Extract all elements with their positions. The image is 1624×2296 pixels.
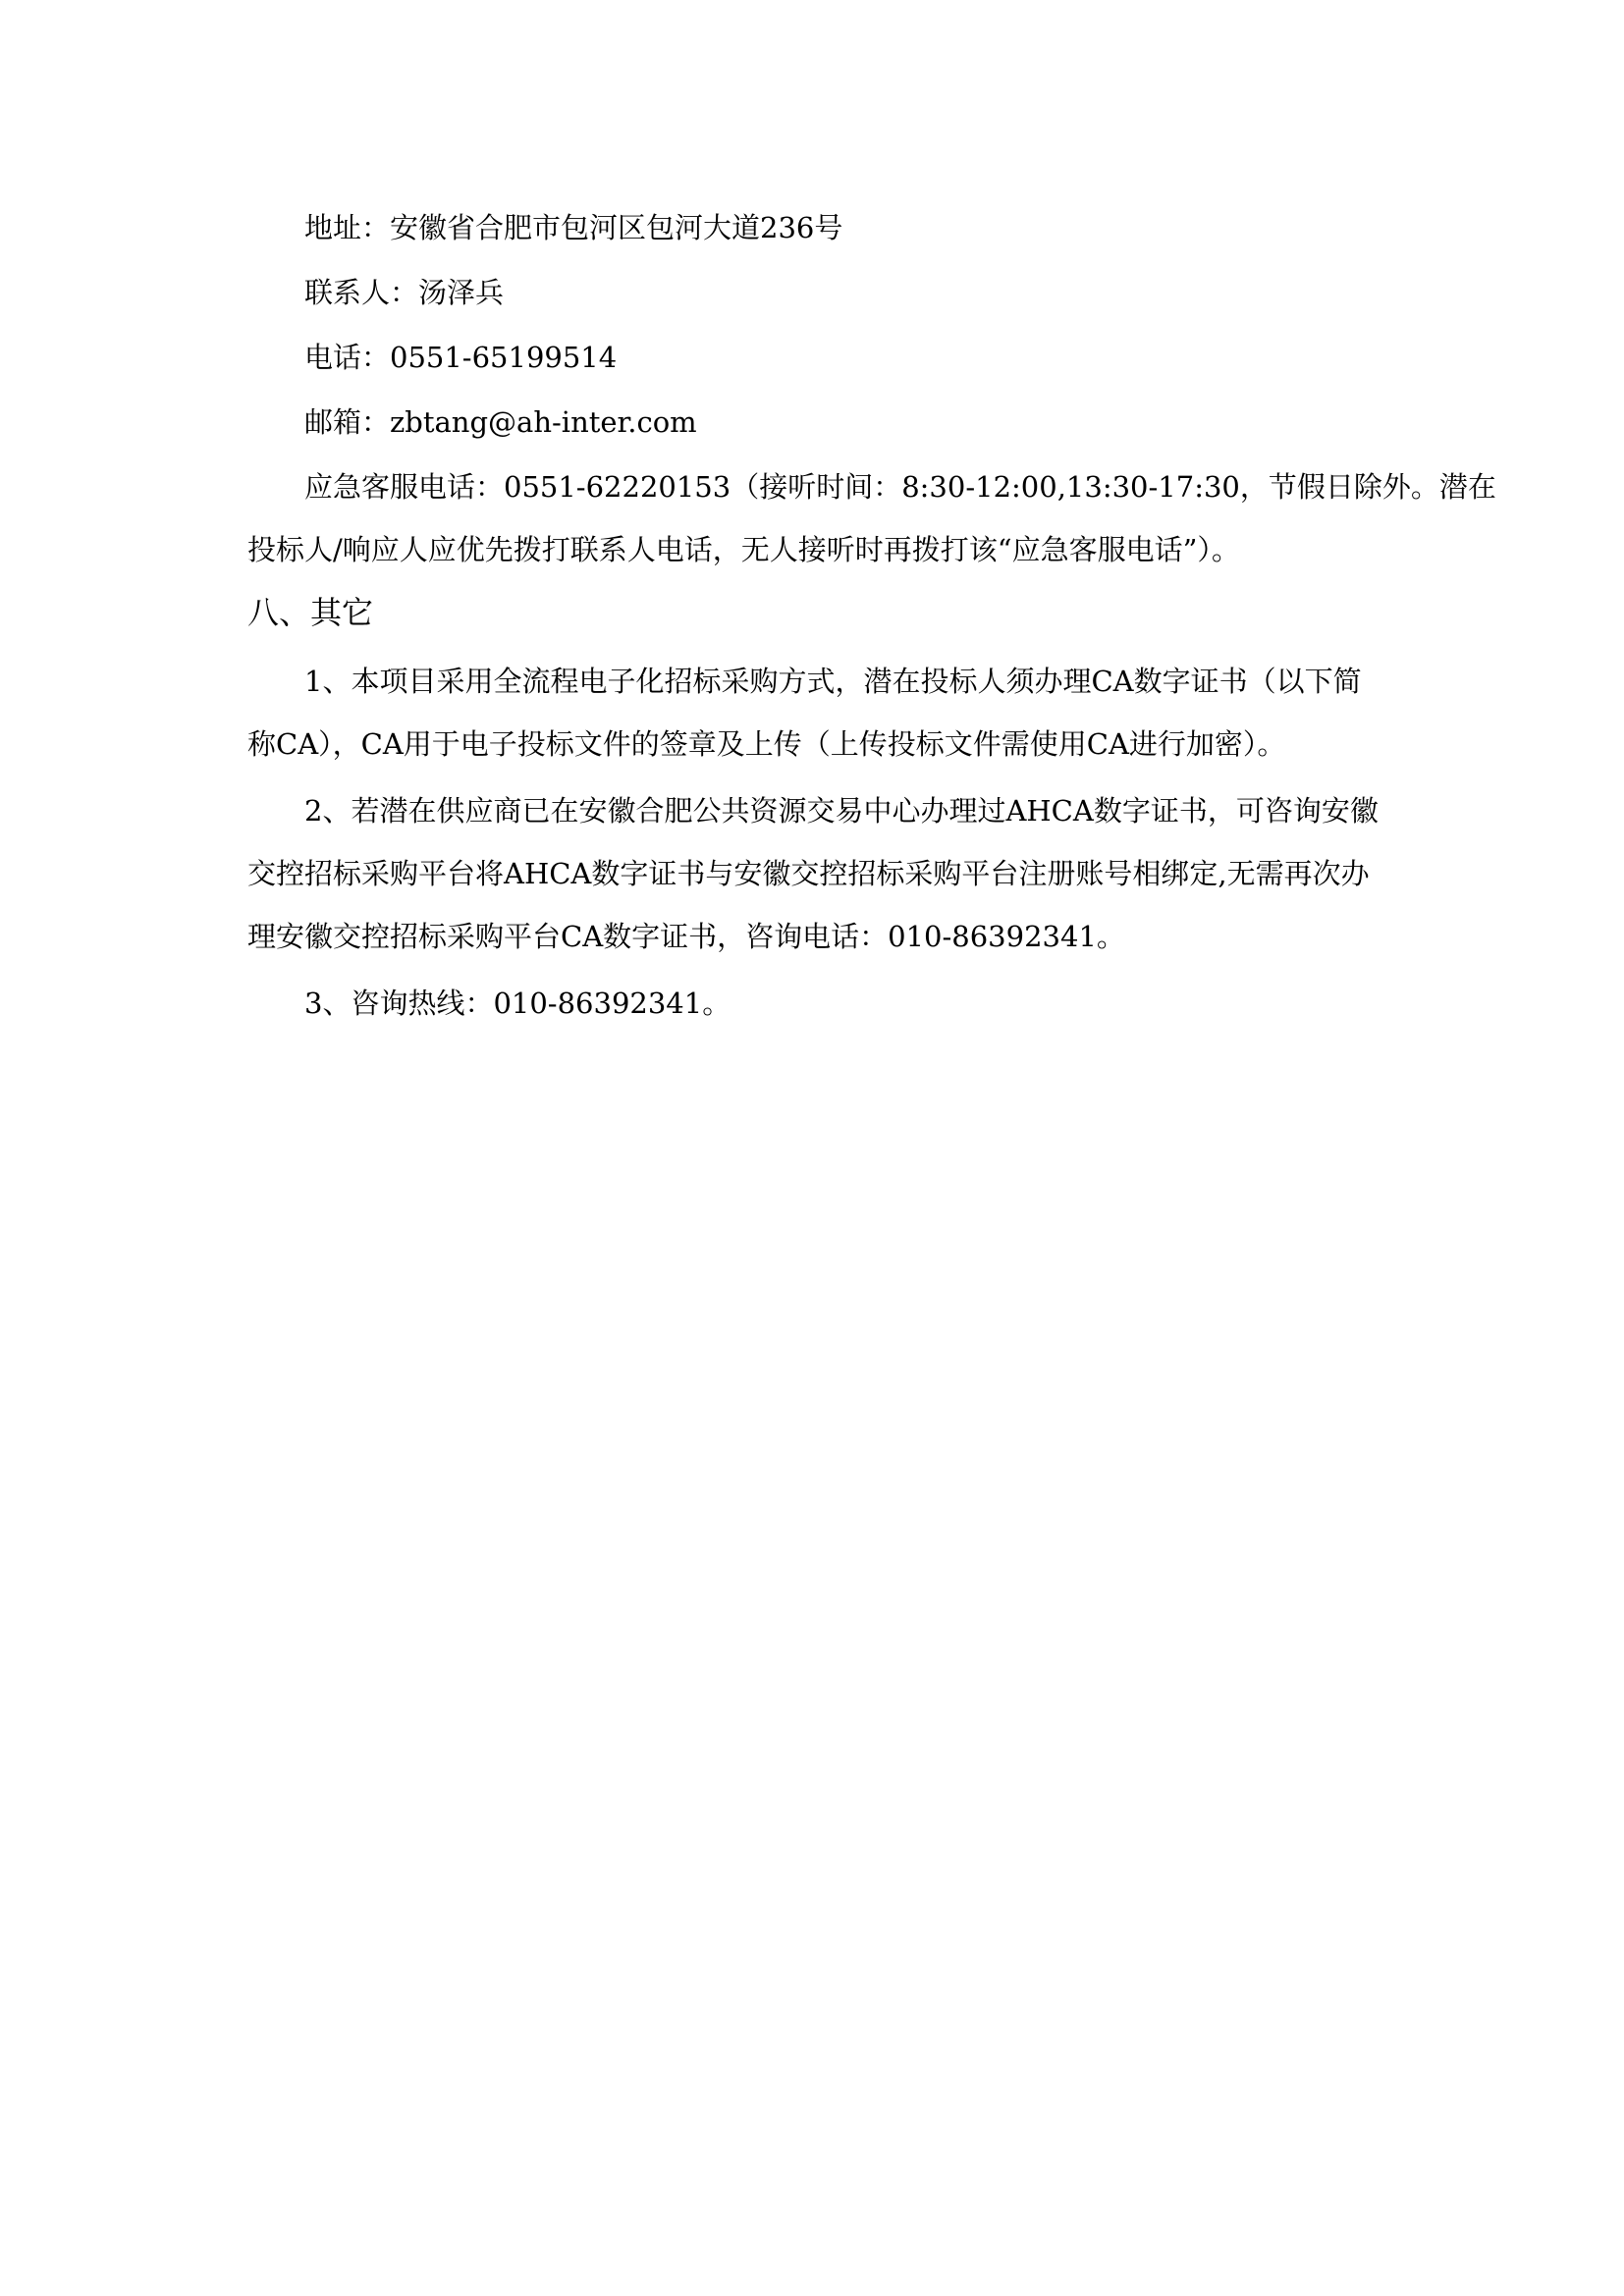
email-line: 邮箱：zbtang@ah-inter.com [304, 405, 697, 439]
contact-person-line: 联系人：汤泽兵 [304, 276, 505, 309]
item1-line-1: 1、本项目采用全流程电子化招标采购方式，潜在投标人须办理CA数字证书（以下简 [304, 665, 1362, 698]
emergency-line-2: 投标人/响应人应优先拨打联系人电话，无人接听时再拨打该“应急客服电话”）。 [247, 533, 1240, 566]
item2-line-1: 2、若潜在供应商已在安徽合肥公共资源交易中心办理过AHCA数字证书，可咨询安徽 [304, 794, 1379, 828]
item2-line-3: 理安徽交控招标采购平台CA数字证书，咨询电话：010-86392341。 [247, 920, 1125, 953]
item2-line-2: 交控招标采购平台将AHCA数字证书与安徽交控招标采购平台注册账号相绑定,无需再次办 [247, 857, 1370, 890]
section-heading: 八、其它 [247, 594, 374, 631]
item3-line: 3、咨询热线：010-86392341。 [304, 987, 731, 1020]
emergency-line-1: 应急客服电话：0551-62220153（接听时间：8:30-12:00,13:30-17:30，节假日除外。潜在 [304, 470, 1496, 504]
address-line: 地址：安徽省合肥市包河区包河大道236号 [304, 211, 843, 244]
item1-line-2: 称CA），CA用于电子投标文件的签章及上传（上传投标文件需使用CA进行加密）。 [247, 727, 1286, 761]
phone-line: 电话：0551-65199514 [304, 341, 618, 374]
